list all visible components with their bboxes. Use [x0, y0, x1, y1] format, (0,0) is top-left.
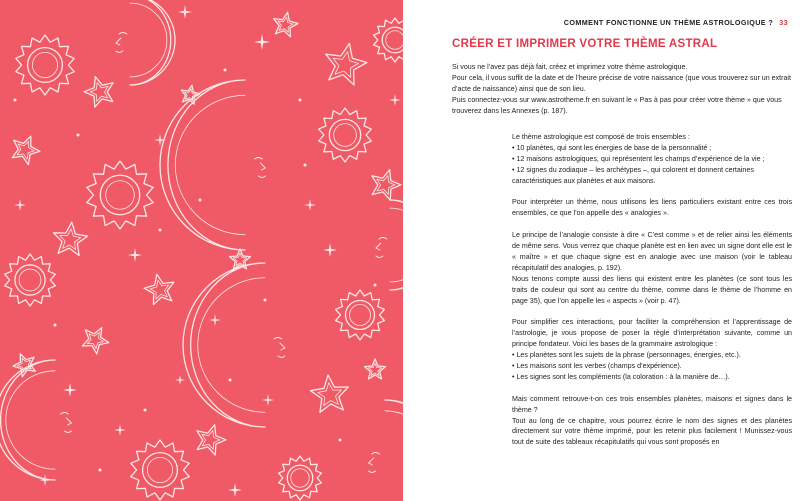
star-icon [234, 253, 247, 265]
section-title: CRÉER ET IMPRIMER VOTRE THÈME ASTRAL [452, 38, 718, 50]
moon-icon [390, 208, 403, 282]
moon-face-icon [64, 431, 71, 433]
sun-icon [334, 124, 357, 147]
sun-icon [19, 269, 41, 291]
moon-face-icon [278, 356, 285, 358]
star-icon [377, 176, 395, 195]
sun-icon [147, 457, 172, 482]
sparkle-icon [389, 94, 401, 106]
dot-icon [54, 324, 57, 327]
sparkle-icon [154, 134, 166, 146]
sparkle-icon [304, 199, 316, 211]
intro-line: Puis connectez-vous sur www.astrotheme.fr en suivant le « Pas à pas pour créer votre thème » que vous trouverez dans les Annexes (p. 187). [452, 95, 782, 115]
sun-icon [32, 52, 57, 77]
moon-icon [175, 95, 245, 234]
grammar-list [512, 350, 792, 383]
dot-icon [339, 439, 342, 442]
sun-icon [28, 48, 63, 83]
moon-icon [130, 0, 175, 85]
grammar-lead: Pour simplifier ces interactions, pour faciliter la compréhension et l’apprentissage de l’astrologie, je vous propose de poser la règle d’interprétation suivante, comme un principe fondateur. Voici les bases de la grammaire astrologique : [512, 318, 792, 349]
sparkle-icon [209, 314, 221, 326]
moon-face-icon [376, 256, 383, 258]
dot-icon [374, 284, 377, 287]
closing-paragraph: Tout au long de ce chapitre, vous pourrez écrire le nom des signes et des planètes directement sur votre thème imprimé, pour les retenir plus facilement ! Munissez-vous tout de suite des tableaux récapitulatifs qui vous sont proposés en [512, 416, 792, 447]
moon-face-icon [258, 176, 265, 178]
list-item: • 12 maisons astrologiques, qui représentent les champs d’expérience de la vie ; [512, 154, 765, 163]
composition-block [512, 132, 792, 187]
grammar-block [512, 317, 792, 382]
moon-icon [198, 278, 265, 412]
moon-face-icon [60, 413, 68, 415]
closing-block [512, 394, 792, 449]
sun-icon [319, 108, 372, 162]
sun-icon [350, 305, 371, 326]
dot-icon [199, 199, 202, 202]
sun-icon [279, 456, 322, 500]
moon-icon [385, 411, 403, 501]
closing-question: Mais comment retrouve-t-on ces trois ensembles planètes, maisons et signes dans le thème ? [512, 394, 792, 414]
sun-icon [87, 161, 153, 229]
star-icon [84, 77, 113, 107]
composition-list [512, 143, 792, 187]
star-icon [90, 83, 108, 102]
sparkle-icon [228, 483, 242, 497]
star-icon [144, 274, 174, 304]
moon-icon [183, 263, 265, 427]
dot-icon [304, 164, 307, 167]
sparkle-icon [175, 375, 185, 385]
moon-face-icon [280, 343, 285, 350]
sun-icon [386, 31, 403, 49]
composition-lead: Le thème astrologique est composé de trois ensembles : [512, 133, 690, 141]
moon-icon [160, 80, 245, 250]
list-item: • Les maisons sont les verbes (champs d’expérience). [512, 361, 682, 370]
dot-icon [299, 99, 302, 102]
sun-icon [100, 175, 139, 214]
moon-icon [390, 200, 403, 290]
star-icon [12, 136, 40, 164]
analogy-paragraph: Le principe de l’analogie consiste à dire « C’est comme » et de relier ainsi les éléments de même sens. Vous verrez que chaque planète est en lien avec un signe dont elle est le « maître » et que chaque signe est en analogie avec une maison (voir le tableau récapitulatif des analogies, p. 192). [512, 231, 792, 272]
dot-icon [77, 134, 80, 137]
sparkle-icon [178, 5, 192, 19]
running-header [564, 18, 788, 27]
dot-icon [224, 69, 227, 72]
moon-face-icon [274, 338, 282, 340]
moon-face-icon [260, 163, 265, 170]
star-icon [202, 431, 220, 450]
sparkle-icon [254, 34, 270, 50]
sun-icon [374, 18, 403, 62]
star-icon [369, 363, 382, 375]
moon-icon [0, 360, 55, 480]
moon-face-icon [369, 471, 376, 473]
intro-line: Pour cela, il vous suffit de la date et de l’heure précise de votre naissance (que vous trouverez sur un extrait d’acte de naissance) ainsi que de son lieu. [452, 73, 791, 93]
dot-icon [264, 299, 267, 302]
moon-icon [130, 3, 167, 77]
sparkle-icon [323, 243, 337, 257]
moon-icon [385, 400, 403, 501]
star-icon [82, 328, 109, 354]
list-item: • 12 signes du zodiaque – les archétypes –, qui colorent et donnent certaines caractéristiques aux planètes et aux maisons. [512, 165, 754, 185]
dot-icon [99, 469, 102, 472]
aspects-paragraph: Nous tenons compte aussi des liens qui existent entre les planètes (ce sont tous les traits de couleur qui sont au centre du thème, comme dans le thème de l’homme en page 35), que l’on appelle les « aspects » (voir p. 47). [512, 274, 792, 305]
star-icon [54, 222, 88, 255]
sun-icon [5, 254, 56, 306]
moon-face-icon [376, 243, 381, 250]
moon-face-icon [379, 238, 387, 240]
star-icon [372, 170, 401, 200]
dot-icon [159, 229, 162, 232]
sun-icon [131, 440, 189, 500]
running-title: COMMENT FONCTIONNE UN THÈME ASTROLOGIQUE ? [563, 18, 774, 27]
sun-icon [16, 35, 74, 95]
star-icon [274, 12, 298, 37]
star-icon [311, 375, 349, 412]
star-icon [326, 43, 367, 85]
analogy-block [512, 230, 792, 306]
sun-icon [291, 469, 309, 487]
interpretation-paragraph: Pour interpréter un thème, nous utilisons les liens particuliers existant entre ces trois ensembles, ce que l’on appelle des « analogies ». [512, 198, 792, 218]
moon-face-icon [66, 418, 71, 425]
sparkle-icon [63, 383, 77, 397]
sparkle-icon [128, 248, 142, 262]
dot-icon [14, 99, 17, 102]
text-page [403, 0, 800, 501]
intro-paragraph [452, 62, 792, 117]
sparkle-icon [262, 394, 274, 406]
dot-icon [229, 379, 232, 382]
moon-face-icon [116, 51, 123, 53]
page-number: 33 [779, 18, 788, 27]
sparkle-icon [114, 424, 126, 436]
moon-face-icon [372, 453, 380, 455]
star-icon [197, 425, 226, 455]
moon-icon [6, 371, 55, 469]
sparkle-icon [39, 474, 51, 486]
sun-icon [336, 290, 385, 340]
sun-icon [106, 181, 135, 210]
list-item: • Les signes sont les compléments (la coloration : à la manière de…). [512, 372, 730, 381]
sparkle-icon [14, 199, 26, 211]
dot-icon [144, 409, 147, 412]
moon-face-icon [369, 458, 374, 465]
sun-icon [143, 453, 178, 488]
moon-face-icon [119, 33, 127, 35]
star-icon [365, 359, 386, 379]
body-column [512, 132, 792, 448]
moon-face-icon [116, 38, 121, 45]
list-item: • Les planètes sont les sujets de la phrase (personnages, énergies, etc.). [512, 351, 741, 360]
list-item: • 10 planètes, qui sont les énergies de base de la personnalité ; [512, 143, 712, 152]
moon-face-icon [254, 158, 262, 160]
intro-line: Si vous ne l’avez pas déjà fait, créez et imprimez votre thème astrologique. [452, 63, 688, 71]
